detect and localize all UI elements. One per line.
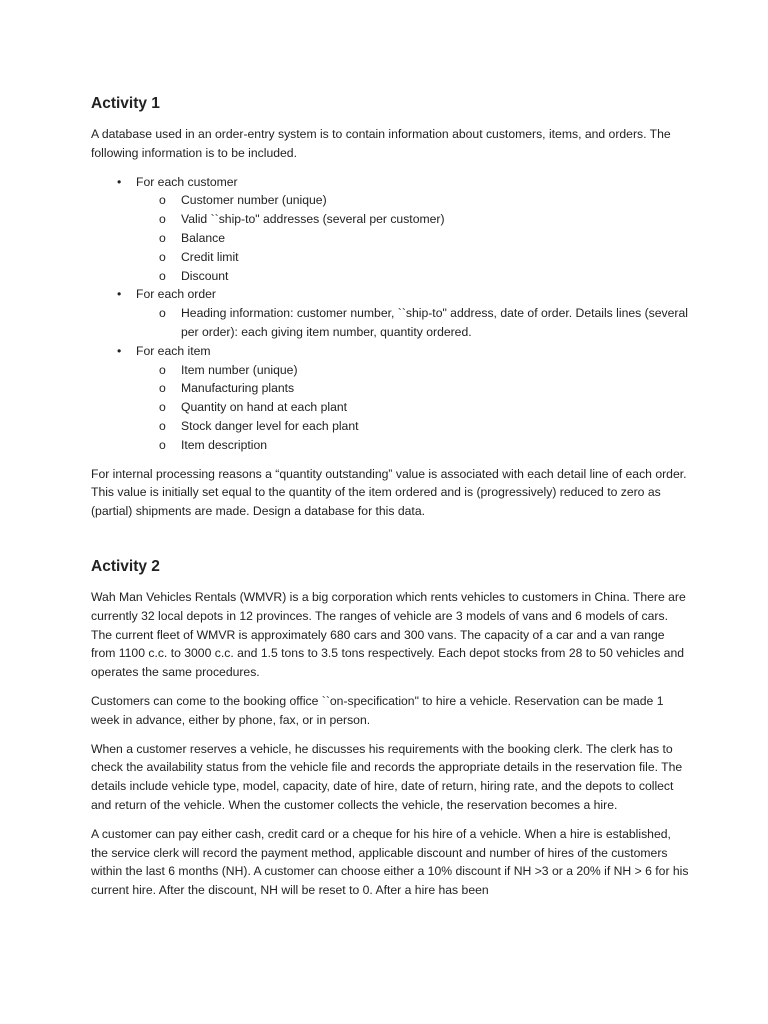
activity1-requirements-list xyxy=(91,173,691,455)
sub-item xyxy=(136,210,691,229)
sub-mark: o xyxy=(159,418,166,433)
sub-item xyxy=(136,191,691,210)
activity2-paragraph: A customer can pay either cash, credit card or a cheque for his hire of a vehicle. When a hire is established, the service clerk will record the payment method, applicable discount and number of hires of the customers within the last 6 months (NH). A customer can choose either a 10% discount if NH >3 or a 20% if NH > 6 for his current hire. After the discount, NH will be reset to 0. After a hire has been xyxy=(91,826,689,898)
sub-mark: o xyxy=(159,400,166,415)
activity2-paragraph: Customers can come to the booking office ``on-specification" to hire a vehicle. Reservation can be made 1 week in advance, either by phone, fax, or in person. xyxy=(91,693,664,727)
bullet-mark: • xyxy=(117,174,122,189)
activity2-heading: Activity 2 xyxy=(91,557,160,575)
sub-item-text: Valid ``ship-to" addresses (several per customer) xyxy=(181,212,445,227)
sub-mark: o xyxy=(159,437,166,452)
sub-item-text: Stock danger level for each plant xyxy=(181,418,359,433)
sub-item xyxy=(136,436,691,455)
sub-mark: o xyxy=(159,249,166,264)
sub-item-text: Item number (unique) xyxy=(181,362,298,377)
bullet-mark: • xyxy=(117,287,122,302)
document-page xyxy=(91,92,691,900)
sub-item-text: Discount xyxy=(181,268,229,283)
sub-item xyxy=(136,267,691,286)
sub-item xyxy=(136,229,691,248)
sub-list-item xyxy=(136,361,691,455)
sub-item-text: Quantity on hand at each plant xyxy=(181,400,348,415)
bullet-mark: • xyxy=(117,343,122,358)
sub-mark: o xyxy=(159,212,166,227)
sub-list-order xyxy=(136,304,691,342)
sub-item-text: Item description xyxy=(181,437,268,452)
sub-item xyxy=(136,398,691,417)
sub-item xyxy=(136,417,691,436)
bullet-label: For each order xyxy=(136,287,216,302)
sub-mark: o xyxy=(159,268,166,283)
sub-list-customer xyxy=(136,191,691,285)
bullet-item-item xyxy=(91,342,691,455)
sub-item xyxy=(136,248,691,267)
activity1-heading: Activity 1 xyxy=(91,95,160,112)
sub-item xyxy=(136,304,691,342)
activity1-intro: A database used in an order-entry system is to contain information about customers, items, and orders. The following information is to be included. xyxy=(91,127,671,160)
sub-item-text: Customer number (unique) xyxy=(181,193,327,208)
sub-mark: o xyxy=(159,230,166,245)
activity2-paragraph: Wah Man Vehicles Rentals (WMVR) is a big corporation which rents vehicles to customers in China. There are currently 32 local depots in 12 provinces. The ranges of vehicle are 3 models of vans and 6 models of cars. The current fleet of WMVR is approximately 680 cars and 300 vans. The capacity of a car and a van range from 1100 c.c. to 3000 c.c. and 1.5 tons to 3.5 tons respectively. Each depot stocks from 28 to 50 vehicles and operates the same procedures. xyxy=(91,589,686,680)
bullet-item-order xyxy=(91,285,691,341)
sub-item-text: Manufacturing plants xyxy=(181,381,295,396)
bullet-label: For each customer xyxy=(136,174,238,189)
sub-item-text: Balance xyxy=(181,230,226,245)
bullet-label: For each item xyxy=(136,343,211,358)
sub-item-text: Heading information: customer number, ``ship-to" address, date of order. Details lines (several per order): each giving item number, quantity ordered. xyxy=(181,306,688,339)
activity1-outro: For internal processing reasons a “quantity outstanding” value is associated with each detail line of each order. This value is initially set equal to the quantity of the item ordered and is (progressively) reduced to zero as (partial) shipments are made. Design a database for this data. xyxy=(91,466,687,519)
sub-mark: o xyxy=(159,193,166,208)
sub-mark: o xyxy=(159,381,166,396)
sub-mark: o xyxy=(159,362,166,377)
sub-item xyxy=(136,361,691,380)
sub-mark: o xyxy=(159,306,166,321)
sub-item xyxy=(136,379,691,398)
bullet-item-customer xyxy=(91,173,691,286)
activity2-paragraph: When a customer reserves a vehicle, he discusses his requirements with the booking clerk. The clerk has to check the availability status from the vehicle file and records the appropriate details in the reservation file. The details include vehicle type, model, capacity, date of hire, date of return, hiring rate, and the depots to collect and return of the vehicle. When the customer collects the vehicle, the reservation becomes a hire. xyxy=(91,741,683,812)
sub-item-text: Credit limit xyxy=(181,249,239,264)
